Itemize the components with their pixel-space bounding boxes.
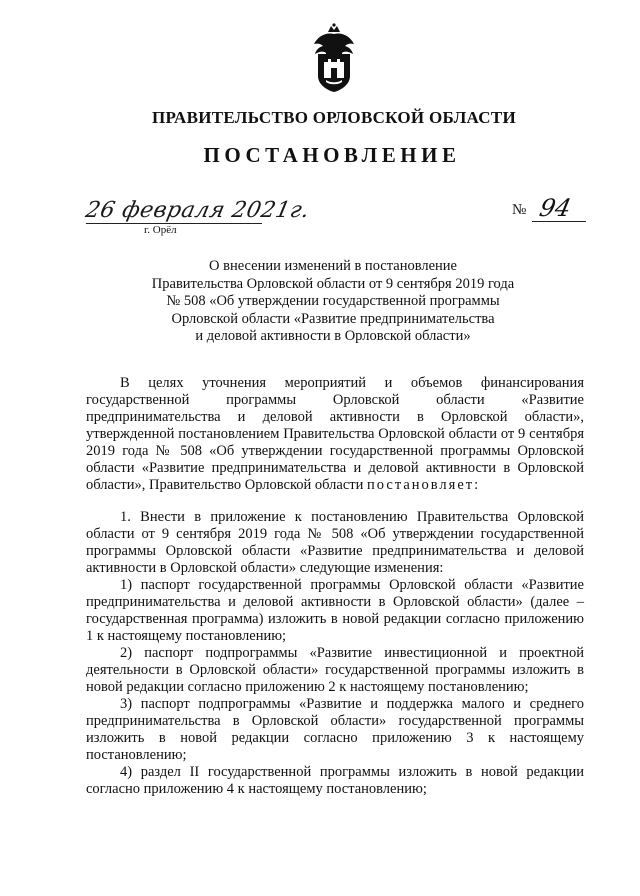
- number-underline: [532, 221, 586, 222]
- subject-line: О внесении изменений в постановление: [209, 258, 457, 274]
- document-body: [86, 375, 584, 798]
- subject-block: [0, 258, 640, 346]
- subitem-3-paragraph: 3) паспорт подпрограммы «Развитие и поддержка малого и среднего предпринимательства в Орловской области» государственной программы изложить в новой редакции согласно приложению 3 к настоящему постановлению;: [86, 696, 584, 763]
- document-kind-title: ПОСТАНОВЛЕНИЕ: [203, 143, 461, 167]
- preamble-paragraph: [86, 375, 584, 494]
- preamble-text: В целях уточнения мероприятий и объемов финансирования государственной программы Орловской области «Развитие предпринимательства и деловой активности в Орловской области», утвержденной постановлением Правительства Орловской области от 9 сентября 2019 года № 508 «Об утверждении государственной программы Орловской области «Развитие предпринимательства и деловой активности в Орловской области», Правительство Орловской области: [86, 375, 584, 493]
- handwritten-date: 26 февраля 2021г.: [83, 198, 313, 223]
- subject-line: Орловской области «Развитие предпринимательства: [171, 310, 495, 327]
- handwritten-number: 94: [537, 194, 574, 222]
- subject-line: и деловой активности в Орловской области»: [195, 328, 471, 344]
- subitem-1-paragraph: 1) паспорт государственной программы Орловской области «Развитие предпринимательства и деловой активности в Орловской области» (далее – государственная программа) изложить в новой редакции согласно приложению 1 к настоящему постановлению;: [86, 577, 584, 644]
- item-1-paragraph: 1. Внести в приложение к постановлению Правительства Орловской области от 9 сентября 2019 года № 508 «Об утверждении государственной программы Орловской области «Развитие предпринимательства и деловой активности в Орловской области» следующие изменения:: [86, 509, 584, 576]
- subject-line: Правительства Орловской области от 9 сентября 2019 года: [151, 275, 515, 292]
- resolves-word: постановляет:: [367, 477, 481, 493]
- subitem-4-paragraph: 4) раздел II государственной программы изложить в новой редакции согласно приложению 4 к настоящему постановлению;: [86, 764, 584, 797]
- subject-line: № 508 «Об утверждении государственной программы: [166, 293, 500, 309]
- city-label: г. Орёл: [144, 224, 177, 236]
- number-prefix: №: [512, 202, 527, 218]
- coat-of-arms-emblem: [304, 22, 364, 94]
- subitem-2-paragraph: 2) паспорт подпрограммы «Развитие инвестиционной и проектной деятельности в Орловской области» государственной программы изложить в новой редакции согласно приложению 2 к настоящему постановлению;: [86, 645, 584, 695]
- organization-title: ПРАВИТЕЛЬСТВО ОРЛОВСКОЙ ОБЛАСТИ: [151, 108, 517, 127]
